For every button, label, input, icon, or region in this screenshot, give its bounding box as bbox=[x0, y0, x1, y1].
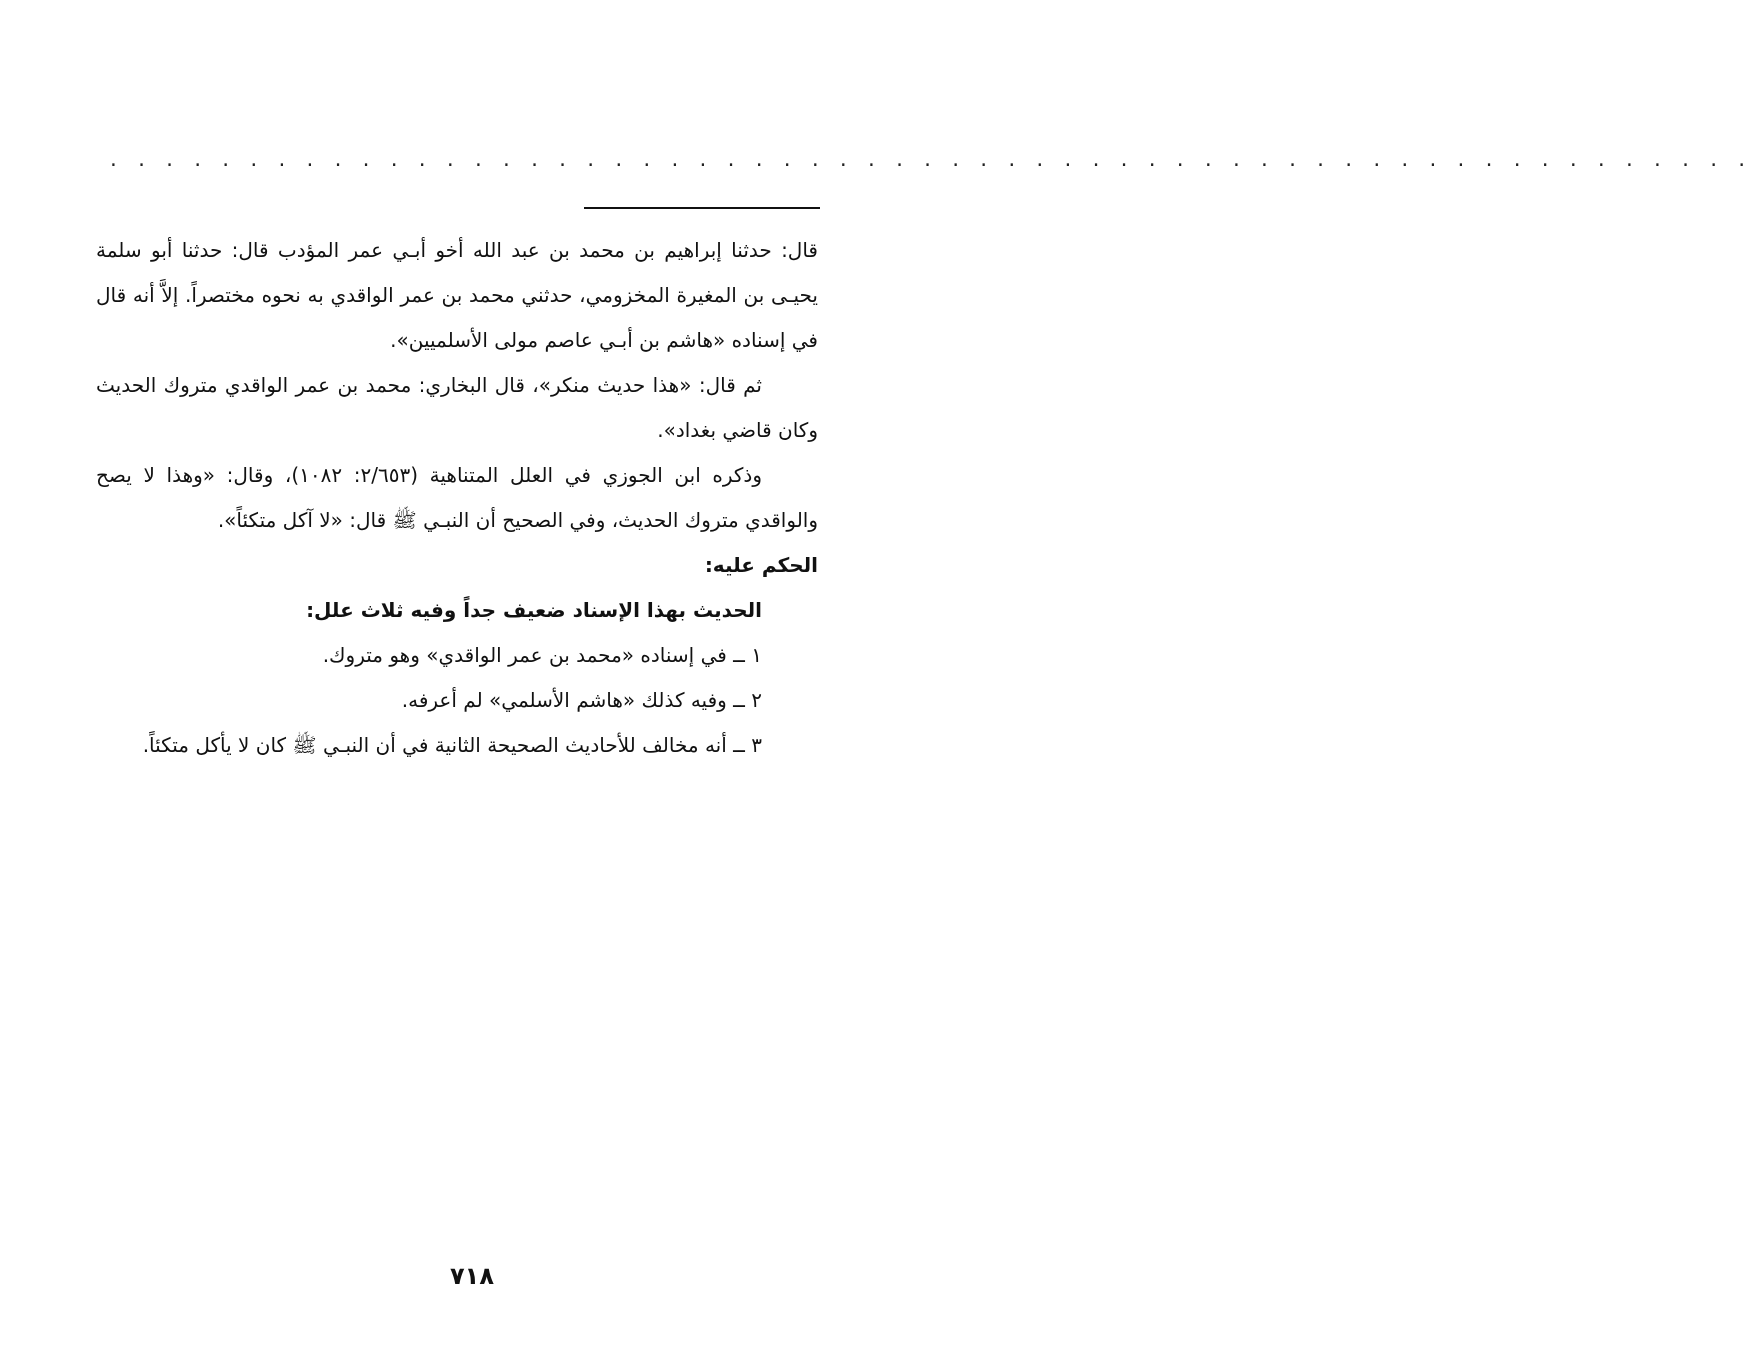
footnote-rule bbox=[584, 207, 820, 209]
list-item-2: ٢ ــ وفيه كذلك «هاشم الأسلمي» لم أعرفه. bbox=[401, 688, 762, 712]
page-number: ٧١٨ bbox=[450, 1262, 494, 1290]
paragraph-1: قال: حدثنا إبراهيم بن محمد بن عبد الله أخو أبـي عمر المؤدب قال: حدثنا أبو سلمة يحيـى بن المغيرة المخزومي، حدثني محمد بن عمر الواقدي به نحوه مختصراً. إلاَّ أنه قال في إسناده «هاشم بن أبـي عاصم مولى الأسلميين». bbox=[96, 238, 818, 352]
section-heading: الحكم عليه: bbox=[704, 553, 818, 577]
list-item-1: ١ ــ في إسناده «محمد بن عمر الواقدي» وهو متروك. bbox=[322, 643, 762, 667]
dotted-separator: . . . . . . . . . . . . . . . . . . . . . . . . . . . . . . . . . . . . . . . . . . . . . . . . . . . . . . . . . . . bbox=[108, 150, 1750, 171]
paragraph-3: وذكره ابن الجوزي في العلل المتناهية (٢/٦٥٣: ١٠٨٢)، وقال: «وهذا لا يصح والواقدي متروك الحديث، وفي الصحيح أن النبـي ﷺ قال: «لا آكل متكئاً». bbox=[96, 463, 818, 532]
list-item-3: ٣ ــ أنه مخالف للأحاديث الصحيحة الثانية في أن النبـي ﷺ كان لا يأكل متكئاً. bbox=[142, 733, 762, 757]
ruling-intro: الحديث بهذا الإسناد ضعيف جداً وفيه ثلاث علل: bbox=[306, 598, 762, 622]
body-text bbox=[96, 228, 818, 768]
paragraph-2: ثم قال: «هذا حديث منكر»، قال البخاري: محمد بن عمر الواقدي متروك الحديث وكان قاضي بغداد». bbox=[96, 373, 818, 442]
